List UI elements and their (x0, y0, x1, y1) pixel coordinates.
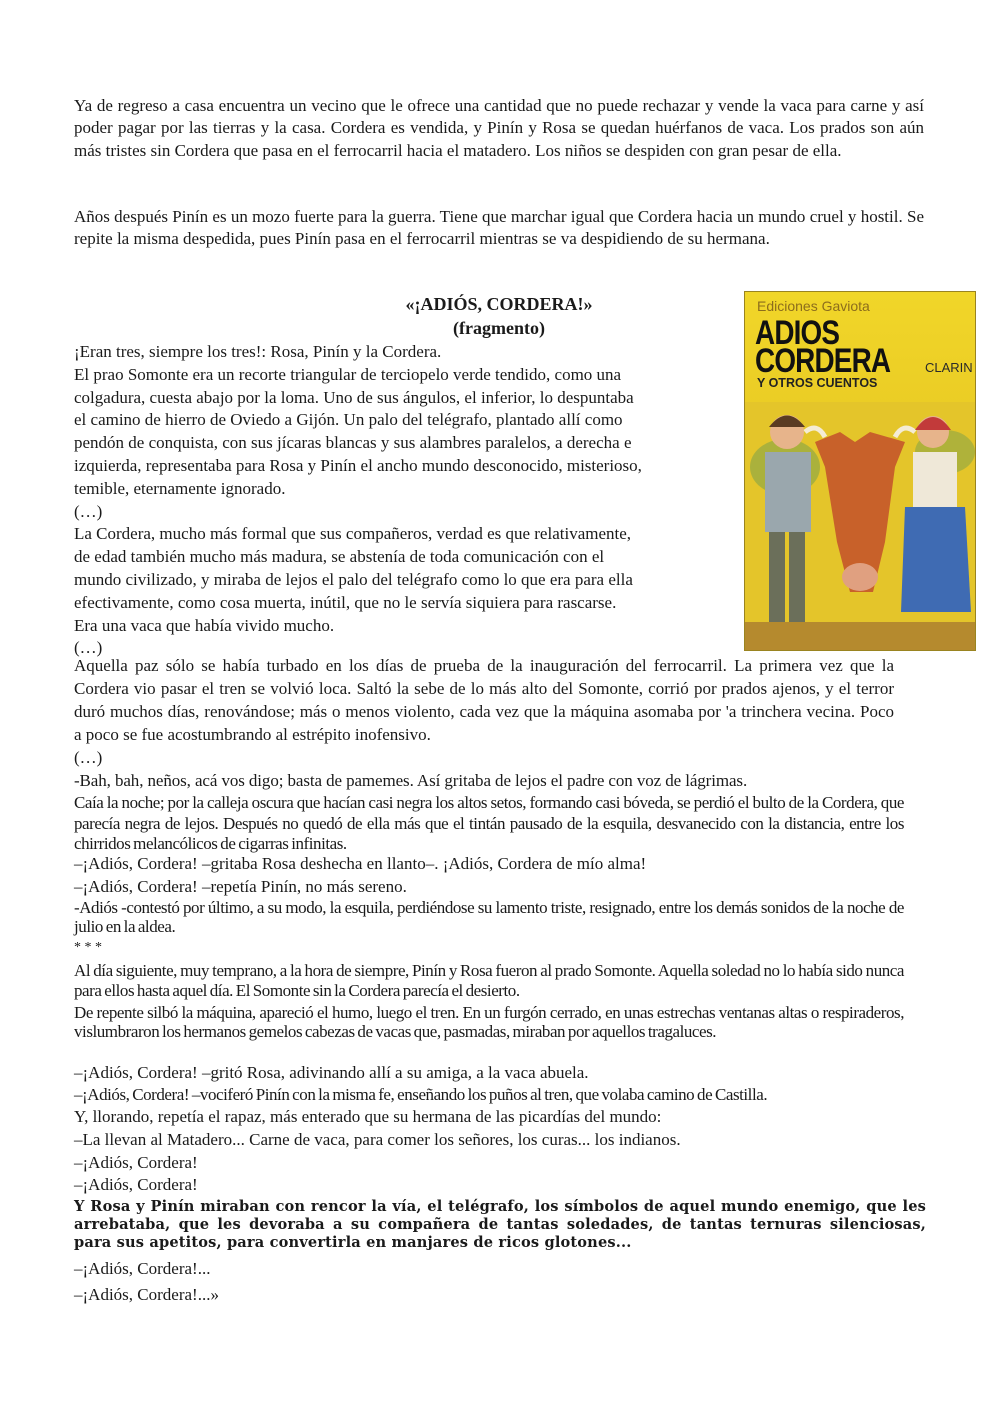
book-publisher: Ediciones Gaviota (757, 298, 870, 314)
text-line: el camino de hierro de Oviedo a Gijón. Un palo del telégrafo, plantado allí como (74, 410, 623, 430)
text-line: izquierda, representaba para Rosa y Pinín el ancho mundo desconocido, misterioso, (74, 455, 642, 475)
text-line: temible, eternamente ignorado. (74, 478, 286, 498)
book-author: CLARIN (925, 360, 973, 375)
text-line: El prao Somonte era un recorte triangular de terciopelo verde tendido, como una (74, 364, 622, 384)
text-block-1 (74, 341, 734, 660)
line-pinin-2: –¡Adiós, Cordera! –vociferó Pinín con la misma fe, enseñando los puños al tren, que volaba camino de Castilla. (74, 1085, 768, 1104)
text-line: de edad también mucho más madura, se abstenía de toda comunicación con el (74, 547, 605, 567)
fragment-title: «¡ADIÓS, CORDERA!» (405, 294, 593, 314)
line-rosa-1: –¡Adiós, Cordera! –gritaba Rosa deshecha en llanto–. ¡Adiós, Cordera de mío alma! (74, 854, 647, 873)
intro-paragraph-2: Años después Pinín es un mozo fuerte para la guerra. Tiene que marchar igual que Cordera hacia un mundo cruel y hostil. Se repite la misma despedida, pues Pinín pasa en el ferrocarril mientras se va despidiendo de su hermana. (74, 207, 924, 249)
paragraph-night: Caía la noche; por la calleja oscura que hacían casi negra los altos setos, formando casi bóveda, se perdió el bulto de la Cordera, que parecía negra de lejos. Después no quedó de ella más que el tintán pausado de la esquila, desvanecido con la distancia, entre los chirridos melancólicos de cigarras infinitas. (74, 793, 904, 853)
line-pinin-1: –¡Adiós, Cordera! –repetía Pinín, no más sereno. (74, 877, 407, 896)
text-line: colgadura, cuesta abajo por la loma. Uno de sus ángulos, el inferior, lo despuntaba (74, 387, 634, 407)
separator: * * * (74, 940, 102, 955)
paragraph-bold: Y Rosa y Pinín miraban con rencor la vía, el telégrafo, los símbolos de aquel mundo enemigo, que les arrebataba, que les devoraba a su compañera de tantas soledades, de tantas ternuras silenciosas, para sus apetitos, para convertirla en manjares de ricos glotones... (74, 1198, 926, 1252)
text-line: Era una vaca que había vivido mucho. (74, 615, 335, 635)
line-matadero: –La llevan al Matadero... Carne de vaca, para comer los señores, los curas... los indianos. (74, 1130, 681, 1149)
paragraph-next-day: Al día siguiente, muy temprano, a la hora de siempre, Pinín y Rosa fueron al prado Somonte. Aquella soledad no lo había sido nunca para ellos hasta aquel día. El Somonte sin la Cordera parecía el desierto. (74, 961, 904, 1000)
ellipsis-3: (…) (74, 748, 103, 767)
paragraph-bell: -Adiós -contestó por último, a su modo, la esquila, perdiéndose su lamento triste, resignado, entre los demás sonidos de la noche de julio en la aldea. (74, 898, 904, 936)
paragraph-whistle: De repente silbó la máquina, apareció el humo, luego el tren. En un furgón cerrado, en unas estrechas ventanas altas o respiraderos, vislumbraron los hermanos gemelos cabezas de vacas que, pasmadas, miraban por aquellos tragaluces. (74, 1003, 904, 1041)
text-line: La Cordera, mucho más formal que sus compañeros, verdad es que relativamente, (74, 524, 632, 544)
book-cover-image (744, 291, 976, 651)
line-final-1: –¡Adiós, Cordera!... (74, 1259, 211, 1278)
text-line: (…) (74, 501, 103, 521)
line-adios-b: –¡Adiós, Cordera! (74, 1175, 198, 1194)
line-crying: Y, llorando, repetía el rapaz, más enterado que su hermana de las picardías del mundo: (74, 1107, 662, 1126)
line-adios-a: –¡Adiós, Cordera! (74, 1153, 198, 1172)
text-line: mundo civilizado, y miraba de lejos el palo del telégrafo como lo que era para ella (74, 569, 633, 589)
fragment-subtitle: (fragmento) (453, 318, 545, 338)
book-title-line-1: ADIOS (755, 314, 840, 352)
text-line: pendón de conquista, con sus jícaras blancas y sus alambres paralelos, a derecha e (74, 433, 632, 453)
line-rosa-2: –¡Adiós, Cordera! –gritó Rosa, adivinando allí a su amiga, a la vaca abuela. (74, 1063, 589, 1082)
line-final-2: –¡Adiós, Cordera!...» (74, 1285, 219, 1304)
paragraph-train: Aquella paz sólo se había turbado en los días de prueba de la inauguración del ferrocarril. La primera vez que la Cordera vio pasar el tren se volvió loca. Saltó la sebe de lo más alto del Somonte, corrió por prados ajenos, y el terror duró muchos días, renovándose; más o menos violento, cada vez que la máquina asomaba por 'a trinchera vecina. Poco a poco se fue acostumbrando al estrépito inofensivo. (74, 656, 894, 744)
text-line: efectivamente, como cosa muerta, inútil, que no le servía siquiera para rascarse. (74, 592, 617, 612)
book-title-line-2: CORDERA (755, 342, 891, 380)
text-line: ¡Eran tres, siempre los tres!: Rosa, Pinín y la Cordera. (74, 342, 442, 361)
line-father: -Bah, bah, neños, acá vos digo; basta de pamemes. Así gritaba de lejos el padre con voz de lágrimas. (74, 771, 748, 790)
text-line: (…) (74, 638, 103, 658)
intro-paragraph-1: Ya de regreso a casa encuentra un vecino que le ofrece una cantidad que no puede rechazar y vende la vaca para carne y así poder pagar por las tierras y la casa. Cordera es vendida, y Pinín y Rosa se quedan huérfanos de vaca. Los prados son aún más tristes sin Cordera que pasa en el ferrocarril hacia el matadero. Los niños se despiden con gran pesar de ella. (74, 96, 924, 160)
book-subtitle: Y OTROS CUENTOS (757, 376, 878, 390)
